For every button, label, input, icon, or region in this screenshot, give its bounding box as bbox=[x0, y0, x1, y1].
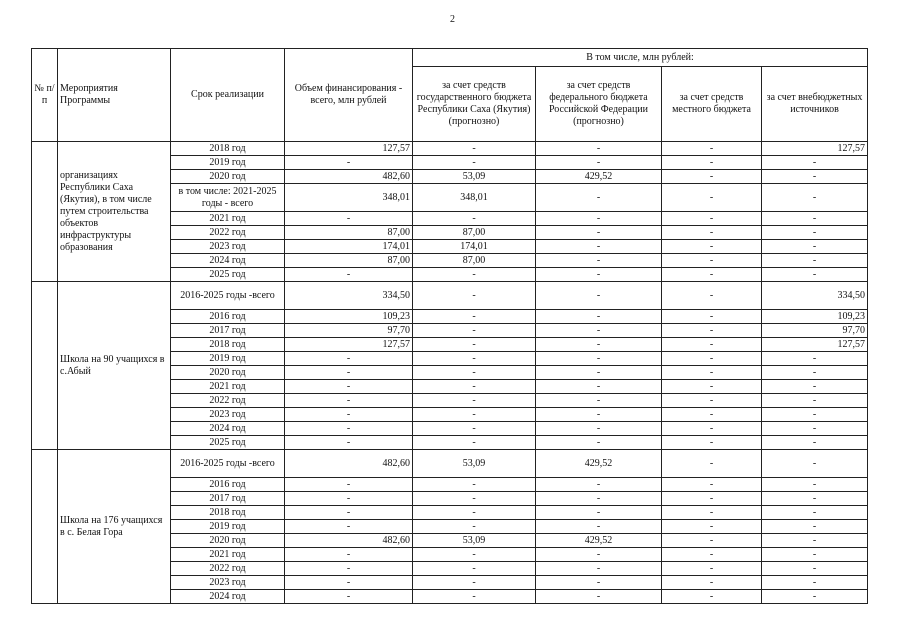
local-cell: - bbox=[662, 352, 762, 366]
extra-cell: - bbox=[762, 436, 868, 450]
local-cell: - bbox=[662, 254, 762, 268]
table-body bbox=[32, 142, 868, 604]
extra-cell: - bbox=[762, 366, 868, 380]
local-cell: - bbox=[662, 212, 762, 226]
total-cell: - bbox=[285, 352, 413, 366]
extra-cell: - bbox=[762, 548, 868, 562]
state-cell: - bbox=[413, 338, 536, 352]
period-cell: 2017 год bbox=[171, 324, 285, 338]
total-cell: - bbox=[285, 380, 413, 394]
total-cell: 109,23 bbox=[285, 310, 413, 324]
local-cell: - bbox=[662, 590, 762, 604]
header-extra-budget: за счет внебюджетных источников bbox=[762, 67, 868, 142]
local-cell: - bbox=[662, 310, 762, 324]
period-cell: 2017 год bbox=[171, 492, 285, 506]
total-cell: - bbox=[285, 422, 413, 436]
federal-cell: - bbox=[536, 352, 662, 366]
local-cell: - bbox=[662, 450, 762, 478]
federal-cell: - bbox=[536, 156, 662, 170]
period-cell: 2022 год bbox=[171, 226, 285, 240]
federal-cell: - bbox=[536, 422, 662, 436]
federal-cell: - bbox=[536, 240, 662, 254]
total-cell: - bbox=[285, 562, 413, 576]
state-cell: - bbox=[413, 366, 536, 380]
state-cell: - bbox=[413, 268, 536, 282]
extra-cell: - bbox=[762, 408, 868, 422]
total-cell: 482,60 bbox=[285, 534, 413, 548]
local-cell: - bbox=[662, 506, 762, 520]
extra-cell: - bbox=[762, 240, 868, 254]
extra-cell: 127,57 bbox=[762, 338, 868, 352]
state-cell: 87,00 bbox=[413, 226, 536, 240]
local-cell: - bbox=[662, 520, 762, 534]
header-federal-budget: за счет средств федерального бюджета Российской Федерации (прогнозно) bbox=[536, 67, 662, 142]
event-name: Школа на 176 учащихся в с. Белая Гора bbox=[58, 450, 171, 604]
local-cell: - bbox=[662, 562, 762, 576]
local-cell: - bbox=[662, 548, 762, 562]
local-cell: - bbox=[662, 394, 762, 408]
total-cell: - bbox=[285, 590, 413, 604]
total-cell: 348,01 bbox=[285, 184, 413, 212]
period-cell: 2020 год bbox=[171, 170, 285, 184]
local-cell: - bbox=[662, 422, 762, 436]
state-cell: - bbox=[413, 394, 536, 408]
period-cell: 2024 год bbox=[171, 254, 285, 268]
header-local-budget: за счет средств местного бюджета bbox=[662, 67, 762, 142]
federal-cell: - bbox=[536, 226, 662, 240]
state-cell: - bbox=[413, 562, 536, 576]
federal-cell: - bbox=[536, 492, 662, 506]
extra-cell: - bbox=[762, 450, 868, 478]
local-cell: - bbox=[662, 184, 762, 212]
extra-cell: - bbox=[762, 254, 868, 268]
extra-cell: - bbox=[762, 170, 868, 184]
federal-cell: - bbox=[536, 212, 662, 226]
extra-cell: - bbox=[762, 226, 868, 240]
state-cell: - bbox=[413, 324, 536, 338]
total-cell: - bbox=[285, 366, 413, 380]
state-cell: - bbox=[413, 352, 536, 366]
extra-cell: - bbox=[762, 492, 868, 506]
period-cell: 2023 год bbox=[171, 576, 285, 590]
page-number: 2 bbox=[450, 14, 455, 25]
period-cell: 2020 год bbox=[171, 534, 285, 548]
period-cell: в том числе: 2021-2025 годы - всего bbox=[171, 184, 285, 212]
local-cell: - bbox=[662, 478, 762, 492]
total-cell: - bbox=[285, 408, 413, 422]
state-cell: - bbox=[413, 212, 536, 226]
state-cell: 53,09 bbox=[413, 170, 536, 184]
extra-cell: - bbox=[762, 268, 868, 282]
federal-cell: - bbox=[536, 366, 662, 380]
local-cell: - bbox=[662, 408, 762, 422]
extra-cell: 127,57 bbox=[762, 142, 868, 156]
row-number-cell bbox=[32, 142, 58, 282]
state-cell: - bbox=[413, 506, 536, 520]
event-name: Школа на 90 учащихся в с.Абый bbox=[58, 282, 171, 450]
extra-cell: - bbox=[762, 394, 868, 408]
period-cell: 2020 год bbox=[171, 366, 285, 380]
period-cell: 2016-2025 годы -всего bbox=[171, 450, 285, 478]
state-cell: 174,01 bbox=[413, 240, 536, 254]
federal-cell: - bbox=[536, 184, 662, 212]
federal-cell: - bbox=[536, 436, 662, 450]
extra-cell: - bbox=[762, 590, 868, 604]
period-cell: 2021 год bbox=[171, 380, 285, 394]
state-cell: - bbox=[413, 548, 536, 562]
extra-cell: 109,23 bbox=[762, 310, 868, 324]
state-cell: - bbox=[413, 422, 536, 436]
extra-cell: - bbox=[762, 576, 868, 590]
state-cell: - bbox=[413, 576, 536, 590]
local-cell: - bbox=[662, 380, 762, 394]
federal-cell: 429,52 bbox=[536, 170, 662, 184]
table-row bbox=[32, 142, 868, 156]
header-state-budget: за счет средств государственного бюджета Республики Саха (Якутия) (прогнозно) bbox=[413, 67, 536, 142]
total-cell: 87,00 bbox=[285, 226, 413, 240]
local-cell: - bbox=[662, 226, 762, 240]
total-cell: - bbox=[285, 576, 413, 590]
period-cell: 2018 год bbox=[171, 142, 285, 156]
federal-cell: - bbox=[536, 142, 662, 156]
local-cell: - bbox=[662, 576, 762, 590]
extra-cell: - bbox=[762, 534, 868, 548]
period-cell: 2022 год bbox=[171, 562, 285, 576]
local-cell: - bbox=[662, 366, 762, 380]
header-number: № п/п bbox=[32, 49, 58, 142]
total-cell: - bbox=[285, 506, 413, 520]
extra-cell: - bbox=[762, 184, 868, 212]
financing-table bbox=[31, 48, 868, 604]
local-cell: - bbox=[662, 170, 762, 184]
total-cell: - bbox=[285, 478, 413, 492]
period-cell: 2018 год bbox=[171, 506, 285, 520]
period-cell: 2025 год bbox=[171, 436, 285, 450]
period-cell: 2024 год bbox=[171, 422, 285, 436]
period-cell: 2023 год bbox=[171, 408, 285, 422]
federal-cell: - bbox=[536, 310, 662, 324]
local-cell: - bbox=[662, 324, 762, 338]
local-cell: - bbox=[662, 142, 762, 156]
extra-cell: - bbox=[762, 156, 868, 170]
federal-cell: - bbox=[536, 590, 662, 604]
period-cell: 2021 год bbox=[171, 212, 285, 226]
extra-cell: - bbox=[762, 478, 868, 492]
federal-cell: - bbox=[536, 338, 662, 352]
local-cell: - bbox=[662, 534, 762, 548]
header-including: В том числе, млн рублей: bbox=[413, 49, 868, 67]
federal-cell: 429,52 bbox=[536, 534, 662, 548]
period-cell: 2024 год bbox=[171, 590, 285, 604]
federal-cell: - bbox=[536, 520, 662, 534]
state-cell: - bbox=[413, 408, 536, 422]
extra-cell: - bbox=[762, 422, 868, 436]
federal-cell: - bbox=[536, 380, 662, 394]
federal-cell: - bbox=[536, 282, 662, 310]
extra-cell: - bbox=[762, 520, 868, 534]
total-cell: - bbox=[285, 492, 413, 506]
period-cell: 2019 год bbox=[171, 156, 285, 170]
period-cell: 2016 год bbox=[171, 310, 285, 324]
table-row bbox=[32, 282, 868, 310]
state-cell: 53,09 bbox=[413, 534, 536, 548]
federal-cell: - bbox=[536, 548, 662, 562]
federal-cell: - bbox=[536, 324, 662, 338]
total-cell: - bbox=[285, 436, 413, 450]
federal-cell: - bbox=[536, 254, 662, 268]
total-cell: 482,60 bbox=[285, 450, 413, 478]
row-number-cell bbox=[32, 282, 58, 450]
total-cell: 127,57 bbox=[285, 142, 413, 156]
federal-cell: - bbox=[536, 394, 662, 408]
state-cell: 348,01 bbox=[413, 184, 536, 212]
period-cell: 2023 год bbox=[171, 240, 285, 254]
state-cell: - bbox=[413, 436, 536, 450]
local-cell: - bbox=[662, 338, 762, 352]
total-cell: 334,50 bbox=[285, 282, 413, 310]
local-cell: - bbox=[662, 282, 762, 310]
period-cell: 2019 год bbox=[171, 352, 285, 366]
local-cell: - bbox=[662, 492, 762, 506]
local-cell: - bbox=[662, 240, 762, 254]
total-cell: - bbox=[285, 548, 413, 562]
total-cell: 87,00 bbox=[285, 254, 413, 268]
state-cell: - bbox=[413, 310, 536, 324]
total-cell: - bbox=[285, 268, 413, 282]
federal-cell: - bbox=[536, 506, 662, 520]
federal-cell: 429,52 bbox=[536, 450, 662, 478]
state-cell: - bbox=[413, 520, 536, 534]
federal-cell: - bbox=[536, 268, 662, 282]
local-cell: - bbox=[662, 268, 762, 282]
period-cell: 2016 год bbox=[171, 478, 285, 492]
header-period: Срок реализации bbox=[171, 49, 285, 142]
federal-cell: - bbox=[536, 478, 662, 492]
extra-cell: - bbox=[762, 562, 868, 576]
header-event: Мероприятия Программы bbox=[58, 49, 171, 142]
federal-cell: - bbox=[536, 576, 662, 590]
state-cell: - bbox=[413, 478, 536, 492]
state-cell: - bbox=[413, 282, 536, 310]
extra-cell: - bbox=[762, 212, 868, 226]
extra-cell: - bbox=[762, 352, 868, 366]
extra-cell: 97,70 bbox=[762, 324, 868, 338]
total-cell: 97,70 bbox=[285, 324, 413, 338]
header-total: Объем финансирования - всего, млн рублей bbox=[285, 49, 413, 142]
state-cell: - bbox=[413, 380, 536, 394]
state-cell: - bbox=[413, 156, 536, 170]
state-cell: 53,09 bbox=[413, 450, 536, 478]
federal-cell: - bbox=[536, 408, 662, 422]
row-number-cell bbox=[32, 450, 58, 604]
table-row bbox=[32, 450, 868, 478]
period-cell: 2016-2025 годы -всего bbox=[171, 282, 285, 310]
total-cell: - bbox=[285, 520, 413, 534]
state-cell: - bbox=[413, 590, 536, 604]
total-cell: 127,57 bbox=[285, 338, 413, 352]
federal-cell: - bbox=[536, 562, 662, 576]
total-cell: 174,01 bbox=[285, 240, 413, 254]
local-cell: - bbox=[662, 436, 762, 450]
total-cell: - bbox=[285, 212, 413, 226]
local-cell: - bbox=[662, 156, 762, 170]
period-cell: 2025 год bbox=[171, 268, 285, 282]
total-cell: - bbox=[285, 394, 413, 408]
extra-cell: 334,50 bbox=[762, 282, 868, 310]
period-cell: 2019 год bbox=[171, 520, 285, 534]
extra-cell: - bbox=[762, 380, 868, 394]
period-cell: 2022 год bbox=[171, 394, 285, 408]
period-cell: 2021 год bbox=[171, 548, 285, 562]
extra-cell: - bbox=[762, 506, 868, 520]
event-name: организациях Республики Саха (Якутия), в том числе путем строительства объектов инфраструктуры образования bbox=[58, 142, 171, 282]
state-cell: - bbox=[413, 142, 536, 156]
state-cell: - bbox=[413, 492, 536, 506]
total-cell: 482,60 bbox=[285, 170, 413, 184]
total-cell: - bbox=[285, 156, 413, 170]
period-cell: 2018 год bbox=[171, 338, 285, 352]
state-cell: 87,00 bbox=[413, 254, 536, 268]
